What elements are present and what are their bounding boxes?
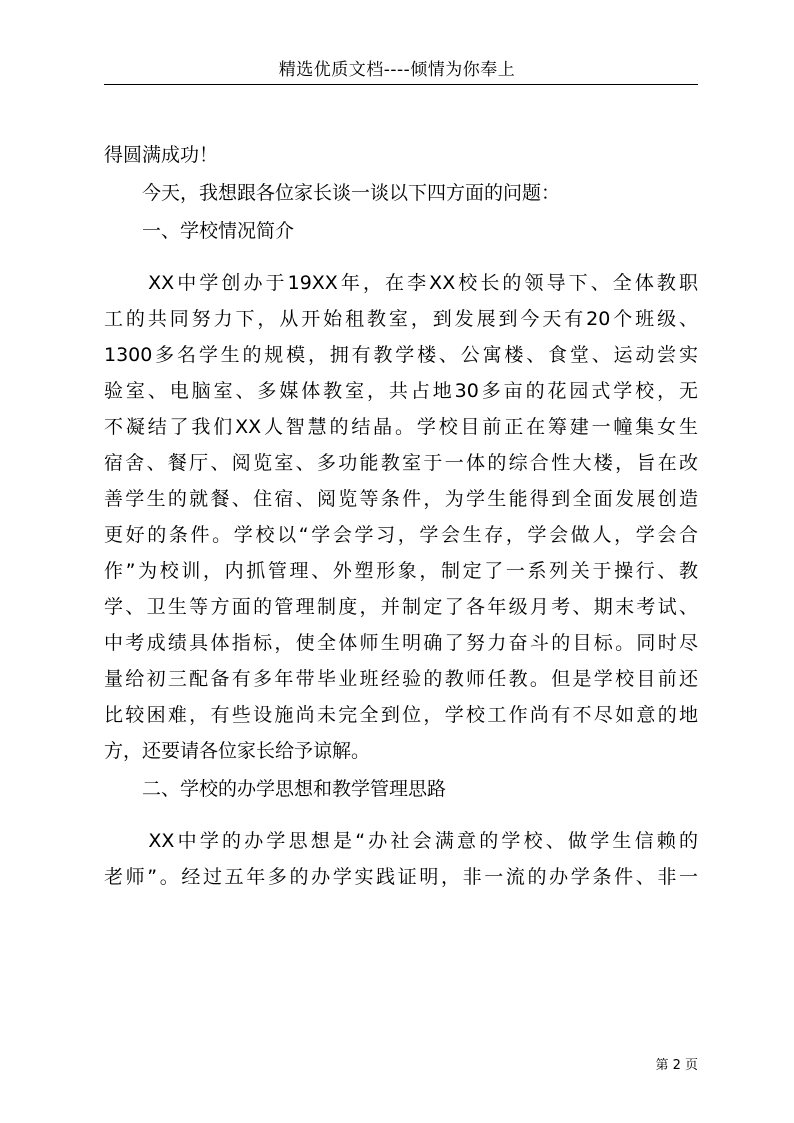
paragraph-line: 得圆满成功！ (104, 144, 219, 166)
paragraph-line: 作”为校训，内抓管理、外塑形象，制定了一系列关于操行、教 (104, 560, 698, 582)
paragraph-line: 比较困难，有些设施尚未完全到位，学校工作尚有不尽如意的地 (104, 704, 698, 726)
header-title: 精选优质文档----倾情为你奉上 (278, 60, 516, 80)
paragraph-line: XX中学创办于19XX年，在李XX校长的领导下、全体教职 (104, 272, 698, 294)
paragraph-line: 善学生的就餐、住宿、阅览等条件，为学生能得到全面发展创造 (104, 488, 698, 510)
section-heading: 二、学校的办学思想和教学管理思路 (104, 778, 447, 800)
paragraph-line: XX中学的办学思想是“办社会满意的学校、做学生信赖的 (104, 830, 698, 852)
paragraph-line: 学、卫生等方面的管理制度，并制定了各年级月考、期末考试、 (104, 596, 698, 618)
paragraph-line: 工的共同努力下，从开始租教室，到发展到今天有20个班级、 (104, 308, 698, 330)
paragraph-line: 方，还要请各位家长给予谅解。 (104, 740, 371, 762)
paragraph-line: 更好的条件。学校以“学会学习，学会生存，学会做人，学会合 (104, 524, 698, 546)
paragraph-line: 不凝结了我们XX人智慧的结晶。学校目前正在筹建一幢集女生 (104, 416, 698, 438)
paragraph-line: 验室、电脑室、多媒体教室，共占地30多亩的花园式学校，无 (104, 380, 698, 402)
header-divider (104, 84, 698, 85)
paragraph-line: 1300多名学生的规模，拥有教学楼、公寓楼、食堂、运动尝实 (104, 344, 698, 366)
paragraph-line: 今天，我想跟各位家长谈一谈以下四方面的问题： (104, 182, 561, 204)
section-heading: 一、学校情况简介 (104, 220, 295, 242)
page-number: 第 2 页 (655, 1058, 698, 1073)
paragraph-line: 量给初三配备有多年带毕业班经验的教师任教。但是学校目前还 (104, 668, 698, 690)
paragraph-line: 宿舍、餐厅、阅览室、多功能教室于一体的综合性大楼，旨在改 (104, 452, 698, 474)
paragraph-line: 老师”。经过五年多的办学实践证明，非一流的办学条件、非一 (104, 866, 698, 888)
paragraph-line: 中考成绩具体指标，使全体师生明确了努力奋斗的目标。同时尽 (104, 632, 698, 654)
